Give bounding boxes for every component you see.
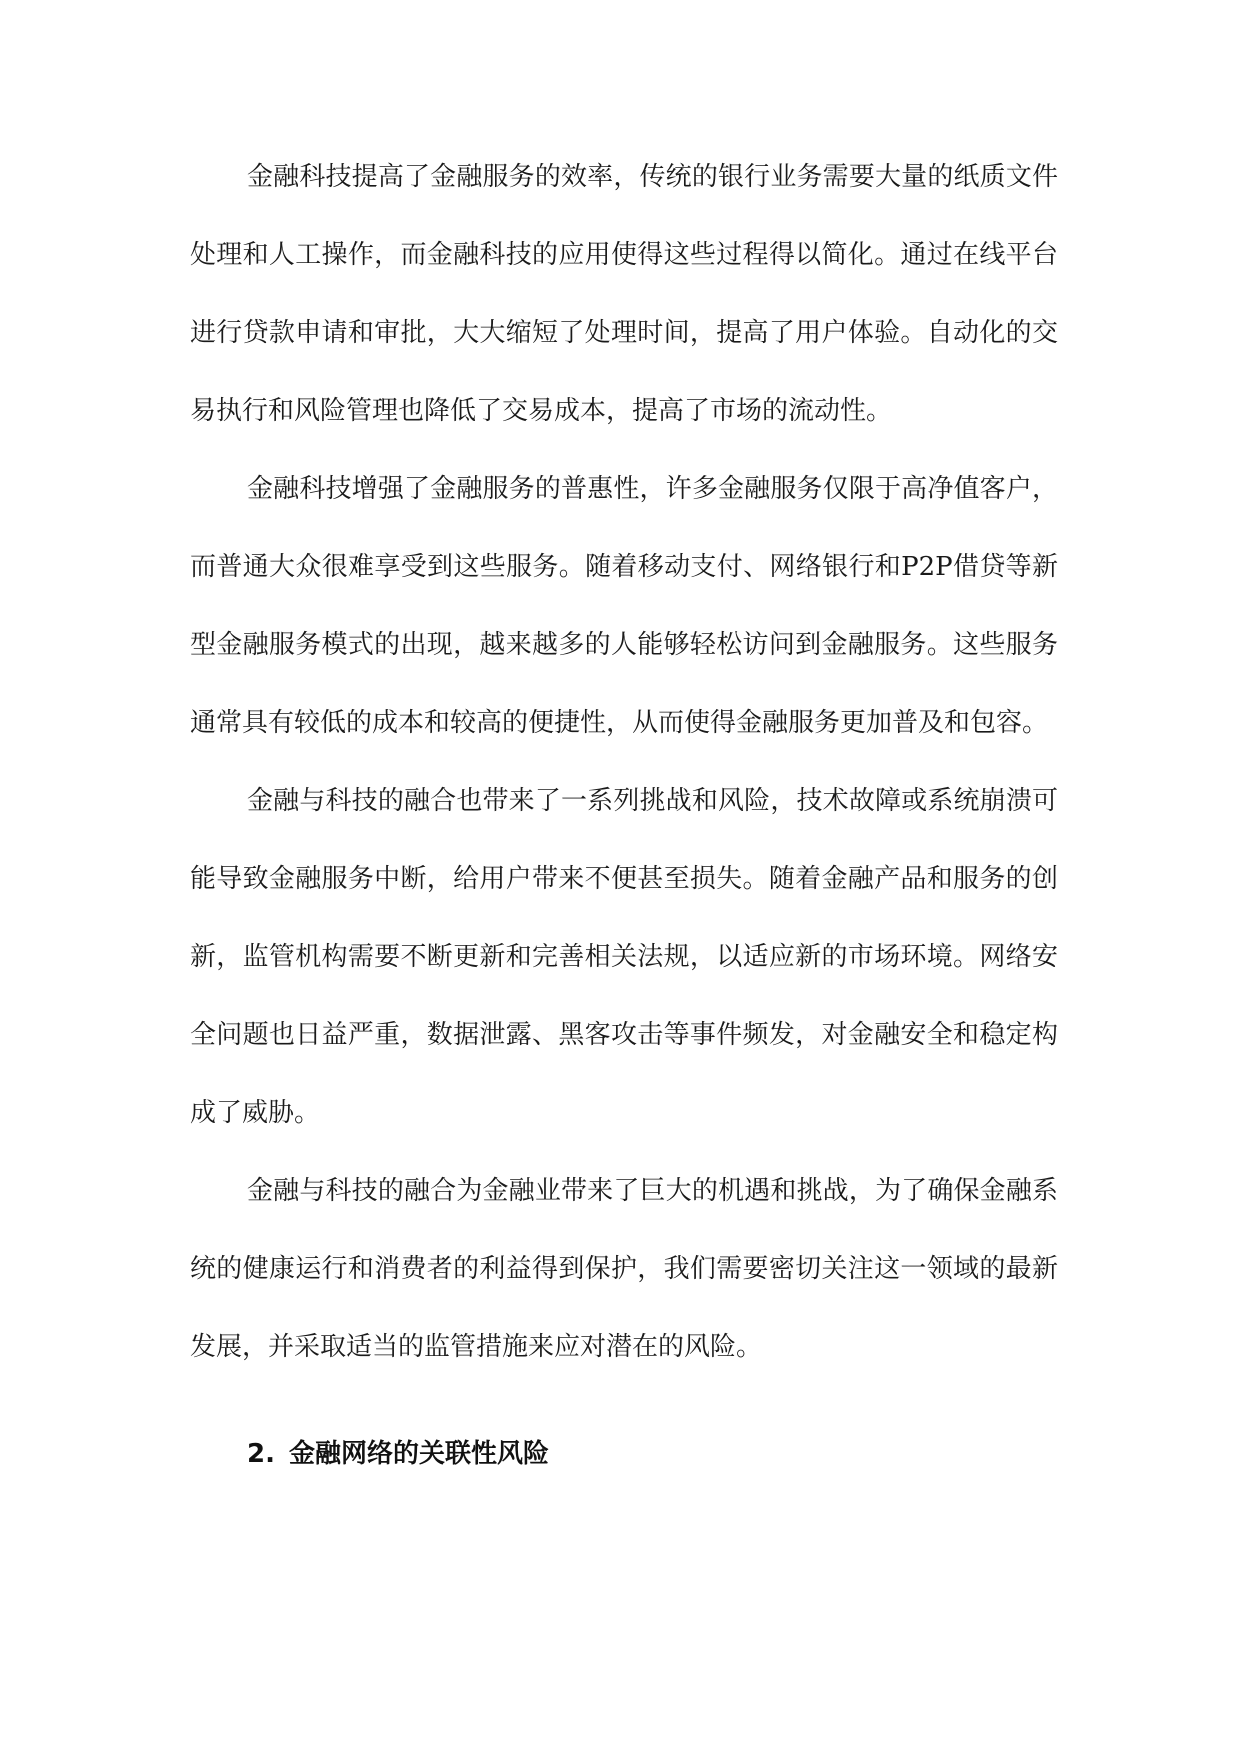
paragraph-efficiency: 金融科技提高了金融服务的效率，传统的银行业务需要大量的纸质文件处理和人工操作，而金融科技的应用使得这些过程得以简化。通过在线平台进行贷款申请和审批，大大缩短了处理时间，提高了用户体验。自动化的交易执行和风险管理也降低了交易成本，提高了市场的流动性。 bbox=[190, 162, 1058, 426]
section-title: 金融网络的关联性风险 bbox=[288, 1439, 549, 1469]
document-body bbox=[190, 138, 1058, 1474]
section-number: 2. bbox=[247, 1439, 275, 1469]
paragraph-conclusion: 金融与科技的融合为金融业带来了巨大的机遇和挑战，为了确保金融系统的健康运行和消费者的利益得到保护，我们需要密切关注这一领域的最新发展，并采取适当的监管措施来应对潜在的风险。 bbox=[190, 1176, 1058, 1362]
paragraph-list bbox=[190, 138, 1058, 1386]
paragraph-inclusiveness: 金融科技增强了金融服务的普惠性，许多金融服务仅限于高净值客户，而普通大众很难享受到这些服务。随着移动支付、网络银行和P2P借贷等新型金融服务模式的出现，越来越多的人能够轻松访问到金融服务。这些服务通常具有较低的成本和较高的便捷性，从而使得金融服务更加普及和包容。 bbox=[190, 474, 1058, 738]
paragraph-challenges: 金融与科技的融合也带来了一系列挑战和风险，技术故障或系统崩溃可能导致金融服务中断，给用户带来不便甚至损失。随着金融产品和服务的创新，监管机构需要不断更新和完善相关法规，以适应新的市场环境。网络安全问题也日益严重，数据泄露、黑客攻击等事件频发，对金融安全和稳定构成了威胁。 bbox=[190, 786, 1058, 1128]
section-heading bbox=[190, 1434, 1058, 1474]
